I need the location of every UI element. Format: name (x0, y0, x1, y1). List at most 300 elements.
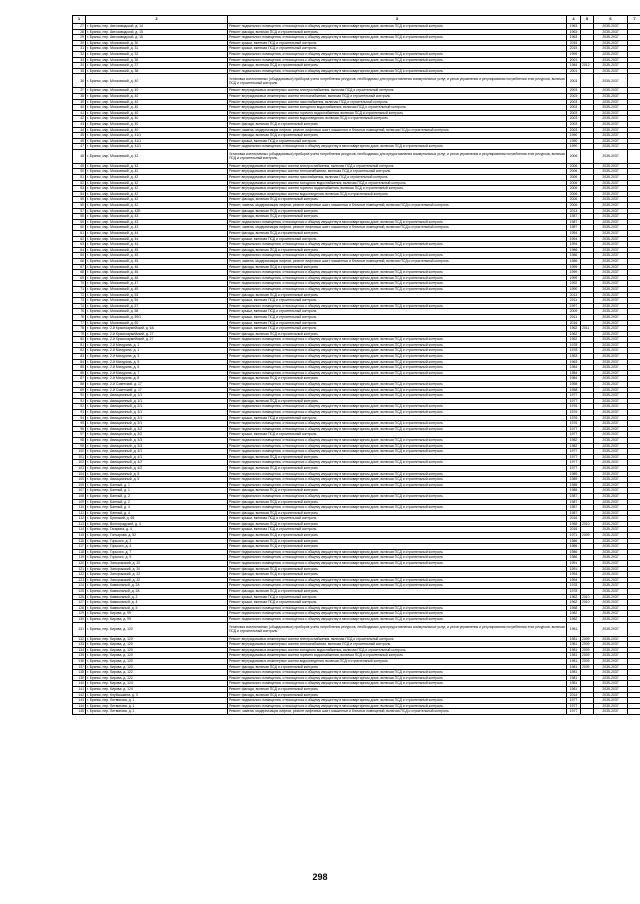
build-year-cell: 1984 (567, 63, 581, 69)
work-type-cell: Ремонт подвального помещения, относящегося к общему имуществу в многоквартирном доме, включая ПСД и строительный контроль (228, 365, 567, 371)
work-type-cell: Ремонт крыши, включая ПСД и строительный контроль (228, 236, 567, 242)
work-type-cell: Ремонт подвального помещения, относящегося к общему имуществу в многоквартирном доме, включая ПСД и строительный контроль (228, 421, 567, 427)
build-year-cell: 1982 (567, 611, 581, 617)
address-cell: г. Брянск, пер. Кирова, д. 120 (86, 647, 228, 653)
table-row (73, 622, 640, 636)
planned-period-cell: 2035-2037 (594, 365, 628, 371)
last-repair-year-cell: 2010 (581, 594, 594, 600)
work-type-cell: Ремонт крыши, включая ПСД и строительный контроль (228, 527, 567, 533)
planned-period-cell: 2035-2037 (594, 471, 628, 477)
work-type-cell: Ремонт фасада, включая ПСД и строительный контроль (228, 533, 567, 539)
address-cell: г. Брянск, мкр. Московский, д. 40 (86, 93, 228, 99)
planned-period-cell: 2035-2037 (594, 703, 628, 709)
row-number: 67 (73, 264, 86, 270)
planned-period-cell: 2035-2037 (594, 175, 628, 181)
work-type-cell: Ремонт фасада, включая ПСД и строительный контроль (228, 133, 567, 139)
work-type-cell: Ремонт фасада, включая ПСД и строительный контроль (228, 465, 567, 471)
address-cell: г. Брянск, пер. Автозаводской, д. 15 (86, 29, 228, 35)
row-number: 37 (73, 88, 86, 94)
planned-period-cell: 2035-2037 (594, 68, 628, 74)
planned-period-cell: 2035-2037 (594, 499, 628, 505)
work-type-cell: Ремонт подвального помещения, относящегося к общему имуществу в многоквартирном доме, включая ПСД и строительный контроль (228, 253, 567, 259)
work-type-cell: Ремонт фасада, включая ПСД и строительный контроль (228, 499, 567, 505)
planned-period-cell: 2035-2037 (594, 197, 628, 203)
address-cell: г. Брянск, пер. Литвинова, д. 1 (86, 709, 228, 715)
row-number: 81 (73, 342, 86, 348)
header-col-7: 7 (628, 16, 640, 24)
build-year-cell: 1977 (567, 709, 581, 715)
work-type-cell: Ремонт фасада, включая ПСД и строительный контроль (228, 264, 567, 270)
address-cell: г. Брянск, мкр. Московский, д. 41/1 (86, 144, 228, 150)
build-year-cell: 2016 (567, 320, 581, 326)
build-year-cell: 2006 (567, 149, 581, 163)
work-type-cell: Ремонт крыши, включая ПСД и строительный контроль (228, 320, 567, 326)
address-cell: г. Брянск, пер. Автозаводской, д. 15 (86, 35, 228, 41)
row-number: 87 (73, 376, 86, 382)
address-cell: г. Брянск, мкр. Московский, д. 46 (86, 275, 228, 281)
work-type-cell: Ремонт фасада, включая ПСД и строительный контроль (228, 231, 567, 237)
address-cell: г. Брянск, пер. Кирова, д. 120 (86, 636, 228, 642)
build-year-cell: 1999 (567, 51, 581, 57)
address-cell: г. Брянск, пер. 2-й Мичурина, д. 8 (86, 376, 228, 382)
planned-period-cell: 2035-2037 (594, 533, 628, 539)
work-type-cell: Ремонт внутридомовых инженерных систем теплоснабжения, включая ПСД и строительный контроль (228, 642, 567, 648)
build-year-cell: 1994 (567, 231, 581, 237)
address-cell: г. Брянск, пер. Волгоградский, д. 4 (86, 521, 228, 527)
build-year-cell: 1985 (567, 482, 581, 488)
planned-period-cell: 2035-2037 (594, 376, 628, 382)
work-type-cell: Ремонт фасада, включая ПСД и строительный контроль (228, 331, 567, 337)
planned-period-cell: 2035-2037 (594, 488, 628, 494)
work-type-cell: Ремонт внутридомовых инженерных систем электроснабжения, включая ПСД и строительный контроль (228, 88, 567, 94)
planned-period-cell: 2035-2037 (594, 664, 628, 670)
planned-period-cell: 2035-2037 (594, 670, 628, 676)
build-year-cell: 1963 (567, 359, 581, 365)
work-type-cell: Установка коллективных (общедомовых) приборов учета потребления ресурсов, необходимых для предоставления коммунальных услуг, и узлов управления и регулирования потребления этих ресурсов, включая ПСД и строительный контроль (228, 74, 567, 88)
work-type-cell: Ремонт внутридомовых инженерных систем газоснабжения, включая ПСД и строительный контроль (228, 175, 567, 181)
planned-period-cell: 2035-2037 (594, 589, 628, 595)
work-type-cell: Ремонт внутридомовых инженерных систем горячего водоснабжения, включая ПСД и строительный контроль (228, 110, 567, 116)
address-cell: г. Брянск, мкр. Московский, д. 43 (86, 219, 228, 225)
last-repair-year-cell (581, 622, 594, 636)
build-year-cell: 2003 (567, 93, 581, 99)
row-number: 110 (73, 505, 86, 511)
address-cell: г. Брянск, пер. Кирова, д. 99 (86, 616, 228, 622)
work-type-cell: Ремонт внутридомовых инженерных систем горячего водоснабжения, включая ПСД и строительный контроль (228, 186, 567, 192)
row-number: 105 (73, 477, 86, 483)
work-type-cell: Ремонт внутридомовых инженерных систем горячего водоснабжения, включая ПСД и строительный контроль (228, 653, 567, 659)
work-type-cell: Ремонт фасада, включая ПСД и строительный контроль (228, 247, 567, 253)
address-cell: г. Брянск, пер. 2-й Мичурина, д. 7 (86, 370, 228, 376)
build-year-cell: 1991 (567, 561, 581, 567)
build-year-cell: 1990 (567, 138, 581, 144)
work-type-cell: Ремонт подвального помещения, относящегося к общему имуществу в многоквартирном доме, включая ПСД и строительный контроль (228, 270, 567, 276)
build-year-cell: 1981 (567, 681, 581, 687)
build-year-cell: 1977 (567, 698, 581, 704)
work-type-cell: Ремонт крыши, включая ПСД и строительный контроль (228, 415, 567, 421)
address-cell: г. Брянск, пер. Кирова, д. 122 (86, 670, 228, 676)
row-number: 129 (73, 611, 86, 617)
build-year-cell: 2006 (567, 163, 581, 169)
address-cell: г. Брянск, мкр. Московский, д. 40 (86, 88, 228, 94)
planned-period-cell: 2035-2037 (594, 493, 628, 499)
row-number: 112 (73, 516, 86, 522)
work-type-cell: Ремонт подвального помещения, относящегося к общему имуществу в многоквартирном доме, включая ПСД и строительный контроль (228, 359, 567, 365)
build-year-cell: 1977 (567, 398, 581, 404)
build-year-cell: 1978 (567, 342, 581, 348)
address-cell: г. Брянск, мкр. Московский, д. 42 (86, 191, 228, 197)
row-number: 92 (73, 404, 86, 410)
address-cell: г. Брянск, пер. 2-й Мичурина, д. 1 (86, 348, 228, 354)
row-number: 55 (73, 197, 86, 203)
build-year-cell: 1987 (567, 225, 581, 231)
address-cell: г. Брянск, пер. Авиационный, д. 3/1 (86, 421, 228, 427)
build-year-cell: 1981 (567, 642, 581, 648)
build-year-cell: 1989 (567, 477, 581, 483)
work-type-cell: Ремонт фасада, включая ПСД и строительный контроль (228, 538, 567, 544)
planned-period-cell: 2035-2037 (594, 421, 628, 427)
row-number: 127 (73, 600, 86, 606)
work-type-cell: Ремонт подвального помещения, относящегося к общему имуществу в многоквартирном доме, включая ПСД и строительный контроль (228, 68, 567, 74)
work-type-cell: Ремонт подвального помещения, относящегося к общему имуществу в многоквартирном доме, включая ПСД и строительный контроль (228, 281, 567, 287)
build-year-cell: 1982 (567, 437, 581, 443)
row-number: 134 (73, 647, 86, 653)
last-repair-year-cell (581, 74, 594, 88)
build-year-cell: 2003 (567, 116, 581, 122)
build-year-cell: 2006 (567, 186, 581, 192)
address-cell: г. Брянск, пер. Горького, д. 9 (86, 555, 228, 561)
row-number: 113 (73, 521, 86, 527)
planned-period-cell: 2035-2037 (594, 398, 628, 404)
planned-period-cell: 2035-2037 (594, 88, 628, 94)
row-number: 83 (73, 354, 86, 360)
address-cell: г. Брянск, пер. Банный, д. 2 (86, 499, 228, 505)
build-year-cell: 1986 (567, 253, 581, 259)
address-cell: г. Брянск, мкр. Московский, д. 36 (86, 57, 228, 63)
planned-period-cell: 2035-2037 (594, 521, 628, 527)
address-cell: г. Брянск, мкр. Московский, д. 44 (86, 231, 228, 237)
row-number: 68 (73, 270, 86, 276)
build-year-cell: 1977 (567, 432, 581, 438)
build-year-cell: 2006 (567, 175, 581, 181)
work-type-cell: Ремонт, замена, модернизация лифтов, ремонт лифтовых шахт, машинных и блочных помещений, включая ПСД и строительный контроль (228, 127, 567, 133)
planned-period-cell: 2035-2037 (594, 527, 628, 533)
work-type-cell: Ремонт подвального помещения, относящегося к общему имуществу в многоквартирном доме, включая ПСД и строительный контроль (228, 449, 567, 455)
build-year-cell: 1977 (567, 703, 581, 709)
work-type-cell: Установка коллективных (общедомовых) приборов учета потребления ресурсов, необходимых для предоставления коммунальных услуг, и узлов управления и регулирования потребления этих ресурсов, включая ПСД и строительный контроль (228, 622, 567, 636)
build-year-cell: 2006 (567, 180, 581, 186)
build-year-cell: 1971 (567, 533, 581, 539)
build-year-cell: 1984 (567, 365, 581, 371)
planned-period-cell: 2035-2037 (594, 426, 628, 432)
address-cell: г. Брянск, пер. Банный, д. 4 (86, 505, 228, 511)
work-type-cell: Ремонт подвального помещения, относящегося к общему имуществу в многоквартирном доме, включая ПСД и строительный контроль (228, 561, 567, 567)
work-type-cell: Ремонт внутридомовых инженерных систем газоснабжения, включая ПСД и строительный контроль (228, 99, 567, 105)
row-number: 145 (73, 709, 86, 715)
planned-period-cell: 2035-2037 (594, 460, 628, 466)
address-cell: г. Брянск, пер. Кирова, д. 120 (86, 622, 228, 636)
row-number: 32 (73, 51, 86, 57)
address-cell: г. Брянск, пер. Литвинова, д. 1 (86, 703, 228, 709)
address-cell: г. Брянск, мкр. Московский, д. 42 (86, 186, 228, 192)
build-year-cell: 1982 (567, 616, 581, 622)
row-number: 91 (73, 398, 86, 404)
work-type-cell: Ремонт фасада, включая ПСД и строительный контроль (228, 398, 567, 404)
last-repair-year-cell: 2009 (581, 533, 594, 539)
build-year-cell: 1978 (567, 589, 581, 595)
work-type-cell: Ремонт, замена, модернизация лифтов, ремонт лифтовых шахт, машинных и блочных помещений, включая ПСД и строительный контроль (228, 258, 567, 264)
repair-program-table-page (72, 15, 640, 715)
row-number: 97 (73, 432, 86, 438)
work-type-cell: Ремонт подвального помещения, относящегося к общему имуществу в многоквартирном доме, включая ПСД и строительный контроль (228, 698, 567, 704)
address-cell: г. Брянск, мкр. Московский, д. 40 (86, 110, 228, 116)
row-number: 122 (73, 572, 86, 578)
build-year-cell: 1962 (567, 600, 581, 606)
build-year-cell: 2003 (567, 88, 581, 94)
planned-period-cell: 2035-2037 (594, 99, 628, 105)
row-number: 139 (73, 675, 86, 681)
build-year-cell: 1978 (567, 583, 581, 589)
planned-period-cell: 2035-2037 (594, 359, 628, 365)
address-cell: г. Брянск, мкр. Московский, д. 32 (86, 51, 228, 57)
planned-period-cell: 2035-2037 (594, 348, 628, 354)
row-number: 137 (73, 664, 86, 670)
planned-period-cell: 2035-2037 (594, 51, 628, 57)
build-year-cell: 2014 (567, 692, 581, 698)
planned-period-cell: 2035-2037 (594, 583, 628, 589)
build-year-cell: 1963 (567, 354, 581, 360)
table-header-row (73, 16, 640, 24)
row-number: 49 (73, 163, 86, 169)
planned-period-cell: 2035-2037 (594, 219, 628, 225)
planned-period-cell: 2035-2037 (594, 382, 628, 388)
work-type-cell: Ремонт фасада, включая ПСД и строительный контроль (228, 376, 567, 382)
work-type-cell: Ремонт подвального помещения, относящегося к общему имуществу в многоквартирном доме, включая ПСД и строительный контроль (228, 477, 567, 483)
planned-period-cell: 2035-2037 (594, 681, 628, 687)
planned-period-cell: 2035-2037 (594, 572, 628, 578)
planned-period-cell: 2035-2037 (594, 387, 628, 393)
planned-period-cell: 2035-2037 (594, 692, 628, 698)
row-number: 131 (73, 622, 86, 636)
row-number: 54 (73, 191, 86, 197)
build-year-cell: 1976 (567, 415, 581, 421)
row-number: 50 (73, 169, 86, 175)
build-year-cell: 2003 (567, 99, 581, 105)
row-number: 41 (73, 110, 86, 116)
work-type-cell: Ремонт подвального помещения, относящегося к общему имуществу в многоквартирном доме, включая ПСД и строительный контроль (228, 577, 567, 583)
row-number: 30 (73, 40, 86, 46)
address-cell: г. Брянск, пер. Авиационный, д. 4/1 (86, 454, 228, 460)
work-type-cell: Ремонт подвального помещения, относящегося к общему имуществу в многоквартирном доме, включая ПСД и строительный контроль (228, 675, 567, 681)
planned-period-cell: 2035-2037 (594, 93, 628, 99)
work-type-cell: Ремонт фасада, включая ПСД и строительный контроль (228, 544, 567, 550)
planned-period-cell: 2035-2037 (594, 40, 628, 46)
work-type-cell: Ремонт подвального помещения, относящегося к общему имуществу в многоквартирном доме, включая ПСД и строительный контроль (228, 549, 567, 555)
row-number: 66 (73, 258, 86, 264)
build-year-cell: 1994 (567, 242, 581, 248)
address-cell: г. Брянск, пер. Камвольный, д. 2А (86, 589, 228, 595)
work-type-cell: Ремонт крыши, включая ПСД и строительный контроль (228, 309, 567, 315)
build-year-cell: 2011 (567, 298, 581, 304)
header-col-4: 4 (567, 16, 581, 24)
address-cell: г. Брянск, мкр. Московский, д. 42 (86, 175, 228, 181)
address-cell: г. Брянск, мкр. Московский, д. 41/1 (86, 133, 228, 139)
work-type-cell: Ремонт, замена, модернизация лифтов, ремонт лифтовых шахт, машинных и блочных помещений, включая ПСД и строительный контроль (228, 709, 567, 715)
address-cell: г. Брянск, мкр. Московский, д. 42 (86, 163, 228, 169)
row-number: 74 (73, 303, 86, 309)
address-cell: г. Брянск, мкр. Московский, д. 38 (86, 68, 228, 74)
planned-period-cell: 2035-2037 (594, 337, 628, 343)
work-type-cell: Ремонт подвального помещения, относящегося к общему имуществу в многоквартирном доме, включая ПСД и строительный контроль (228, 24, 567, 30)
row-number: 130 (73, 616, 86, 622)
row-number: 39 (73, 99, 86, 105)
row-number: 64 (73, 247, 86, 253)
row-number: 93 (73, 410, 86, 416)
address-cell: г. Брянск, пер. Запорожский, д. 22 (86, 577, 228, 583)
row-number: 88 (73, 382, 86, 388)
row-number: 124 (73, 583, 86, 589)
address-cell: г. Брянск, мкр. Московский, д. 40 (86, 121, 228, 127)
last-repair-year-cell: 2009 (581, 653, 594, 659)
planned-period-cell: 2035-2037 (594, 105, 628, 111)
work-type-cell: Ремонт крыши, включая ПСД и строительный контроль (228, 298, 567, 304)
work-type-cell: Ремонт подвального помещения, относящегося к общему имуществу в многоквартирном доме, включая ПСД и строительный контроль (228, 342, 567, 348)
work-type-cell: Ремонт подвального помещения, относящегося к общему имуществу в многоквартирном доме, включая ПСД и строительный контроль (228, 611, 567, 617)
address-cell: г. Брянск, пер. Банный, д. 1 (86, 482, 228, 488)
planned-period-cell: 2035-2037 (594, 482, 628, 488)
build-year-cell: 2016 (567, 516, 581, 522)
row-number: 117 (73, 544, 86, 550)
planned-period-cell: 2035-2037 (594, 549, 628, 555)
planned-period-cell: 2035-2037 (594, 57, 628, 63)
address-cell: г. Брянск, пер. Банный, д. 2 (86, 493, 228, 499)
extra-cell (628, 149, 640, 163)
row-number: 73 (73, 298, 86, 304)
build-year-cell: 1977 (567, 449, 581, 455)
address-cell: г. Брянск, пер. Гончарова, д. 52 (86, 533, 228, 539)
build-year-cell: 1976 (567, 421, 581, 427)
row-number: 94 (73, 415, 86, 421)
last-repair-year-cell: 2009 (581, 664, 594, 670)
work-type-cell: Ремонт внутридомовых инженерных систем электроснабжения, включая ПСД и строительный контроль (228, 163, 567, 169)
row-number: 60 (73, 225, 86, 231)
work-type-cell: Ремонт подвального помещения, относящегося к общему имуществу в многоквартирном доме, включая ПСД и строительный контроль (228, 426, 567, 432)
build-year-cell: 1987 (567, 219, 581, 225)
build-year-cell: 1981 (567, 670, 581, 676)
planned-period-cell: 2035-2037 (594, 622, 628, 636)
row-number: 80 (73, 337, 86, 343)
planned-period-cell: 2035-2037 (594, 29, 628, 35)
work-type-cell: Ремонт подвального помещения, относящегося к общему имуществу в многоквартирном доме, включая ПСД и строительный контроль (228, 482, 567, 488)
build-year-cell: 1987 (567, 493, 581, 499)
build-year-cell: 1999 (567, 264, 581, 270)
address-cell: г. Брянск, пер. Авиационный, д. 5 (86, 471, 228, 477)
row-number: 125 (73, 589, 86, 595)
work-type-cell: Ремонт фасада, включая ПСД и строительный контроль (228, 214, 567, 220)
build-year-cell: 1962 (567, 326, 581, 332)
last-repair-year-cell: 2009 (581, 642, 594, 648)
row-number: 34 (73, 63, 86, 69)
build-year-cell: 1962 (567, 337, 581, 343)
page-number: 298 (312, 872, 328, 882)
address-cell: г. Брянск, мкр. Московский, д. 58 (86, 309, 228, 315)
row-number: 27 (73, 24, 86, 30)
address-cell: г. Брянск, мкр. Московский, д. 40 (86, 74, 228, 88)
planned-period-cell: 2035-2037 (594, 242, 628, 248)
row-number: 107 (73, 488, 86, 494)
work-type-cell: Ремонт подвального помещения, относящегося к общему имуществу в многоквартирном доме, включая ПСД и строительный контроль (228, 410, 567, 416)
build-year-cell: 1986 (567, 555, 581, 561)
work-type-cell: Ремонт внутридомовых инженерных систем электроснабжения, включая ПСД и строительный контроль (228, 636, 567, 642)
planned-period-cell: 2035-2037 (594, 214, 628, 220)
address-cell: г. Брянск, мкр. Московский, д. 40 (86, 127, 228, 133)
planned-period-cell: 2035-2037 (594, 465, 628, 471)
address-cell: г. Брянск, пер. Банный, д. 4 (86, 510, 228, 516)
build-year-cell: 1981 (567, 636, 581, 642)
last-repair-year-cell: 2010 (581, 521, 594, 527)
build-year-cell: 1982 (567, 443, 581, 449)
extra-cell (628, 622, 640, 636)
planned-period-cell: 2035-2037 (594, 642, 628, 648)
planned-period-cell: 2035-2037 (594, 264, 628, 270)
work-type-cell: Ремонт подвального помещения, относящегося к общему имуществу в многоквартирном доме, включая ПСД и строительный контроль (228, 354, 567, 360)
address-cell: г. Брянск, мкр. Московский, д. 43 (86, 225, 228, 231)
address-cell: г. Брянск, пер. Авиационный, д. 1/1 (86, 398, 228, 404)
work-type-cell: Ремонт фасада, включая ПСД и строительный контроль (228, 692, 567, 698)
row-number: 126 (73, 594, 86, 600)
address-cell: г. Брянск, пер. Кирова, д. 120 (86, 642, 228, 648)
last-repair-year-cell: 2009 (581, 636, 594, 642)
row-number: 98 (73, 437, 86, 443)
row-number: 42 (73, 116, 86, 122)
address-cell: г. Брянск, пер. Авиационный, д. 3/1 (86, 410, 228, 416)
last-repair-year-cell: 2010 (581, 600, 594, 606)
row-number: 40 (73, 105, 86, 111)
build-year-cell: 2003 (567, 110, 581, 116)
planned-period-cell: 2035-2037 (594, 594, 628, 600)
row-number: 132 (73, 636, 86, 642)
address-cell: г. Брянск, пер. Авиационный, д. 4/1 (86, 449, 228, 455)
address-cell: г. Брянск, пер. Автозаводской, д. 14 (86, 24, 228, 30)
build-year-cell: 1985 (567, 488, 581, 494)
build-year-cell: 1987 (567, 505, 581, 511)
address-cell: г. Брянск, пер. Клубышкина, д. 3 (86, 692, 228, 698)
address-cell: г. Брянск, пер. Кирова, д. 120 (86, 664, 228, 670)
work-type-cell: Ремонт подвального помещения, относящегося к общему имуществу в многоквартирном доме, включая ПСД и строительный контроль (228, 493, 567, 499)
work-type-cell: Ремонт подвального помещения, относящегося к общему имуществу в многоквартирном доме, включая ПСД и строительный контроль (228, 670, 567, 676)
row-number: 65 (73, 253, 86, 259)
planned-period-cell: 2035-2037 (594, 686, 628, 692)
build-year-cell: 1987 (567, 214, 581, 220)
planned-period-cell: 2035-2037 (594, 163, 628, 169)
address-cell: г. Брянск, мкр. Московский, д. 40 (86, 99, 228, 105)
address-cell: г. Брянск, пер. Авиационный, д. 3/2 (86, 426, 228, 432)
address-cell: г. Брянск, пер. Авиационный, д. 3/3 (86, 437, 228, 443)
planned-period-cell: 2035-2037 (594, 74, 628, 88)
row-number: 48 (73, 149, 86, 163)
build-year-cell: 1997 (567, 303, 581, 309)
address-cell: г. Брянск, мкр. Московский, д. 42 (86, 180, 228, 186)
planned-period-cell: 2035-2037 (594, 605, 628, 611)
work-type-cell: Ремонт, замена, модернизация лифтов, ремонт лифтовых шахт, машинных и блочных помещений, включая ПСД и строительный контроль (228, 225, 567, 231)
planned-period-cell: 2035-2037 (594, 149, 628, 163)
repair-program-table (72, 15, 640, 715)
work-type-cell: Ремонт крыши, включая ПСД и строительный контроль (228, 600, 567, 606)
build-year-cell: 1981 (567, 647, 581, 653)
address-cell: г. Брянск, пер. Запорожский, д. 20 (86, 561, 228, 567)
address-cell: г. Брянск, пер. 2-й Мичурина, д. 5 (86, 359, 228, 365)
address-cell: г. Брянск, пер. Кирова, д. 120 (86, 653, 228, 659)
